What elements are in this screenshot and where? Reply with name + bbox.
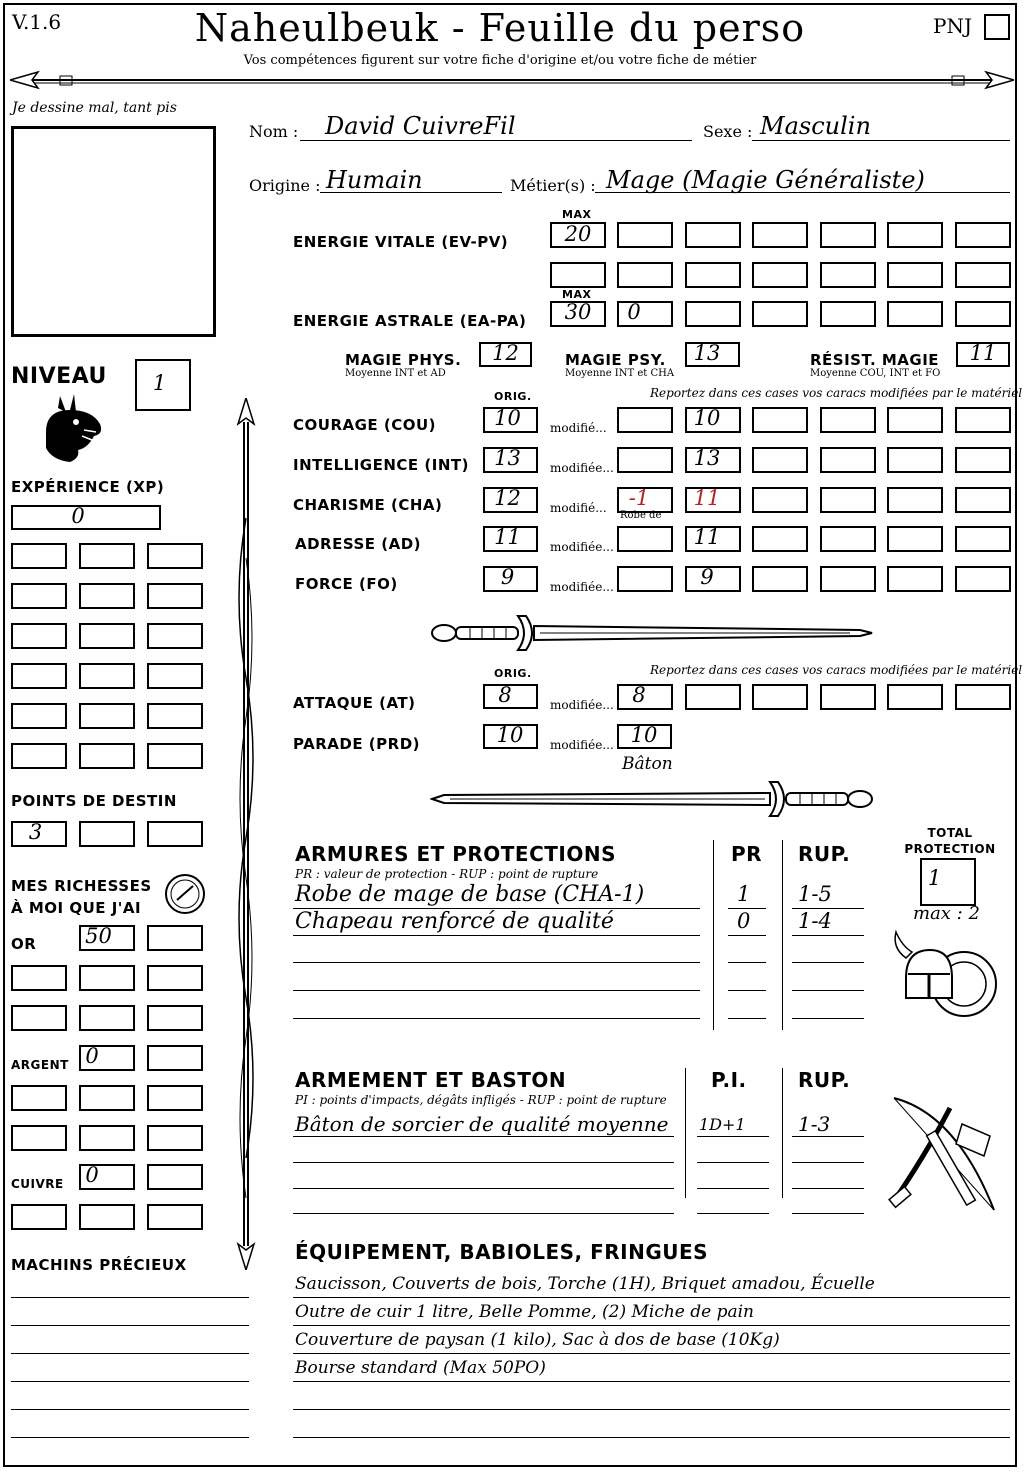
or-box[interactable] (79, 1005, 135, 1031)
argent-box[interactable] (11, 1085, 67, 1111)
portrait-box[interactable] (11, 126, 216, 337)
or-box[interactable] (11, 965, 67, 991)
resist-magie-label: RÉSIST. MAGIE (810, 351, 940, 369)
combat-orig-label: ORIG. (494, 667, 532, 680)
xp-box[interactable] (11, 543, 67, 569)
ev-box[interactable] (617, 222, 673, 248)
argent-box[interactable] (147, 1125, 203, 1151)
machins-line[interactable] (11, 1409, 249, 1410)
xp-box[interactable] (11, 703, 67, 729)
armure-line[interactable] (293, 962, 700, 963)
equipement-line[interactable] (293, 1353, 1010, 1354)
arme-line[interactable] (697, 1136, 769, 1137)
armure-line[interactable] (728, 962, 766, 963)
origine-value[interactable]: Humain (326, 166, 423, 194)
carac-orig-value: 12 (494, 486, 521, 510)
armure-line[interactable] (792, 962, 864, 963)
argent-box[interactable] (11, 1125, 67, 1151)
equipement-item[interactable]: Outre de cuir 1 litre, Belle Pomme, (2) Miche de pain (295, 1302, 755, 1322)
arme-pi[interactable]: 1D+1 (699, 1115, 746, 1134)
pnj-checkbox[interactable] (984, 14, 1010, 40)
carac-label: INTELLIGENCE (INT) (293, 456, 469, 474)
carac-mod-label: modifiée... (550, 461, 614, 475)
sword-icon-2 (430, 778, 875, 820)
xp-box[interactable] (79, 623, 135, 649)
equipement-line[interactable] (293, 1381, 1010, 1382)
argent-box[interactable] (147, 1045, 203, 1071)
arme-line[interactable] (792, 1136, 864, 1137)
armure-line[interactable] (728, 935, 766, 936)
xp-box[interactable] (147, 583, 203, 609)
xp-box[interactable] (147, 663, 203, 689)
machins-label: MACHINS PRÉCIEUX (11, 1256, 187, 1274)
ev-box[interactable] (887, 262, 943, 288)
attaque-final-value: 8 (632, 683, 646, 707)
machins-line[interactable] (11, 1465, 249, 1466)
carac-final-box[interactable] (887, 447, 943, 473)
equipement-item[interactable]: Bourse standard (Max 50PO) (295, 1358, 546, 1378)
magie-phys-note: Moyenne INT et AD (345, 368, 446, 379)
xp-box[interactable] (147, 543, 203, 569)
carac-mod-label: modifiée... (550, 540, 614, 554)
armure-line[interactable] (728, 1018, 766, 1019)
parade-mod-label: modifiée... (550, 738, 614, 752)
carac-mod-value: -1 (628, 486, 650, 510)
carac-orig-value: 10 (494, 406, 521, 430)
arme-line[interactable] (293, 1213, 674, 1214)
ea-box[interactable] (955, 301, 1011, 327)
arme-line[interactable] (293, 1136, 674, 1137)
ev-box[interactable] (820, 262, 876, 288)
xp-box[interactable] (79, 663, 135, 689)
coin-icon (163, 872, 207, 916)
carac-final-box[interactable] (820, 407, 876, 433)
armure-name[interactable]: Robe de mage de base (CHA-1) (295, 882, 645, 907)
ea-box[interactable] (820, 301, 876, 327)
xp-box[interactable] (79, 743, 135, 769)
carac-orig-value: 11 (494, 525, 521, 549)
richesses-label-2: À MOI QUE J'AI (11, 899, 142, 917)
arme-line[interactable] (792, 1213, 864, 1214)
xp-box[interactable] (11, 583, 67, 609)
dragon-icon (40, 392, 106, 464)
carac-mod-box[interactable] (617, 447, 673, 473)
experience-value: 0 (71, 504, 85, 528)
armure-line[interactable] (293, 1018, 700, 1019)
pnj-label: PNJ (933, 14, 972, 38)
version-label: V.1.6 (12, 10, 62, 34)
cuivre-box[interactable] (147, 1164, 203, 1190)
ev-box[interactable] (752, 222, 808, 248)
vertical-spear-icon (226, 398, 266, 1270)
armement-title: ARMEMENT ET BASTON (295, 1068, 567, 1092)
carac-mod-box[interactable] (617, 526, 673, 552)
argent-box[interactable] (79, 1125, 135, 1151)
carac-final-box[interactable] (752, 526, 808, 552)
cuivre-label: CUIVRE (11, 1177, 64, 1191)
attaque-box[interactable] (685, 684, 741, 710)
niveau-value: 1 (152, 371, 167, 395)
armement-note: PI : points d'impacts, dégâts infligés - RUP : point de rupture (295, 1093, 667, 1107)
carac-final-box[interactable] (955, 487, 1011, 513)
armure-line[interactable] (792, 1018, 864, 1019)
arme-rup[interactable]: 1-3 (798, 1112, 831, 1136)
arme-line[interactable] (792, 1162, 864, 1163)
carac-final-value: 11 (693, 486, 721, 510)
carac-final-box[interactable] (887, 407, 943, 433)
metier-value[interactable]: Mage (Magie Généraliste) (606, 166, 925, 194)
ev-max-label: MAX (562, 208, 592, 221)
equipement-line[interactable] (293, 1297, 1010, 1298)
carac-label: CHARISME (CHA) (293, 496, 443, 514)
argent-box[interactable] (147, 1085, 203, 1111)
armures-note: PR : valeur de protection - RUP : point de rupture (295, 867, 599, 881)
caracs-report-note: Reportez dans ces cases vos caracs modifiées par le matériel (650, 386, 1023, 400)
page-subtitle: Vos compétences figurent sur votre fiche d'origine et/ou votre fiche de métier (243, 53, 757, 68)
argent-label: ARGENT (11, 1058, 69, 1072)
equipement-title: ÉQUIPEMENT, BABIOLES, FRINGUES (295, 1240, 709, 1264)
destin-label: POINTS DE DESTIN (11, 792, 177, 810)
origine-label: Origine : (249, 176, 321, 195)
richesses-label-1: MES RICHESSES (11, 877, 152, 895)
armure-line[interactable] (293, 990, 700, 991)
xp-box[interactable] (147, 743, 203, 769)
ev-box[interactable] (955, 222, 1011, 248)
arme-line[interactable] (697, 1213, 769, 1214)
total-protection-label-1: TOTAL (927, 826, 973, 840)
magie-psy-value: 13 (693, 341, 721, 365)
xp-box[interactable] (79, 543, 135, 569)
armure-name[interactable]: Chapeau renforcé de qualité (295, 909, 614, 934)
total-protection-max: max : 2 (913, 903, 980, 924)
spear-divider-icon (10, 68, 1014, 92)
xp-box[interactable] (11, 663, 67, 689)
carac-mod-box[interactable] (617, 407, 673, 433)
machins-line[interactable] (11, 1325, 249, 1326)
destin-value: 3 (28, 820, 43, 844)
attaque-mod-label: modifiée... (550, 698, 614, 712)
sexe-value[interactable]: Masculin (760, 112, 871, 140)
xp-box[interactable] (11, 623, 67, 649)
total-protection-value: 1 (927, 866, 942, 890)
ea-box[interactable] (887, 301, 943, 327)
carac-final-box[interactable] (820, 526, 876, 552)
metier-label: Métier(s) : (510, 176, 596, 195)
sexe-label: Sexe : (703, 122, 753, 141)
or-value: 50 (85, 924, 112, 948)
carac-final-box[interactable] (887, 526, 943, 552)
magie-phys-value: 12 (492, 341, 519, 365)
armure-line[interactable] (728, 990, 766, 991)
ev-box[interactable] (685, 262, 741, 288)
ev-label: ENERGIE VITALE (EV-PV) (293, 233, 509, 251)
ev-box[interactable] (617, 262, 673, 288)
carac-label: FORCE (FO) (295, 575, 398, 593)
carac-final-box[interactable] (955, 526, 1011, 552)
magie-phys-label: MAGIE PHYS. (345, 351, 462, 369)
xp-box[interactable] (147, 623, 203, 649)
attaque-box[interactable] (752, 684, 808, 710)
or-box[interactable] (147, 1005, 203, 1031)
cuivre-value: 0 (85, 1163, 99, 1187)
armure-pr[interactable]: 0 (737, 909, 751, 933)
carac-final-box[interactable] (752, 487, 808, 513)
machins-line[interactable] (11, 1353, 249, 1354)
carac-final-box[interactable] (752, 447, 808, 473)
ev-box[interactable] (550, 262, 606, 288)
parade-note: Bâton (622, 754, 673, 774)
combat-report-note: Reportez dans ces cases vos caracs modifiées par le matériel (650, 663, 1023, 677)
carac-final-value: 9 (700, 565, 714, 589)
ev-max-value: 20 (564, 222, 592, 246)
carac-final-box[interactable] (820, 566, 876, 592)
destin-box[interactable] (147, 821, 203, 847)
arme-name[interactable]: Bâton de sorcier de qualité moyenne (295, 1112, 669, 1136)
machins-line[interactable] (11, 1437, 249, 1438)
attaque-orig-value: 8 (498, 683, 512, 707)
cuivre-box[interactable] (11, 1204, 67, 1230)
machins-line[interactable] (11, 1381, 249, 1382)
armures-rup-header: RUP. (798, 842, 851, 866)
attaque-label: ATTAQUE (AT) (293, 694, 416, 712)
armure-line[interactable] (792, 935, 864, 936)
carac-orig-value: 13 (494, 446, 521, 470)
xp-box[interactable] (79, 583, 135, 609)
armure-line[interactable] (293, 935, 700, 936)
total-protection-label-2: PROTECTION (904, 842, 996, 856)
or-label: OR (11, 935, 37, 953)
ea-current-value: 0 (627, 300, 641, 324)
carac-final-box[interactable] (752, 566, 808, 592)
weapons-icon (886, 1094, 1004, 1218)
xp-box[interactable] (79, 703, 135, 729)
arme-line[interactable] (697, 1162, 769, 1163)
parade-final-value: 10 (630, 723, 658, 747)
armure-rup[interactable]: 1-5 (798, 882, 832, 906)
equipement-line[interactable] (293, 1325, 1010, 1326)
arme-line[interactable] (697, 1188, 769, 1189)
armure-pr[interactable]: 1 (737, 882, 751, 906)
or-box[interactable] (11, 1005, 67, 1031)
equipement-line[interactable] (293, 1437, 1010, 1438)
carac-final-box[interactable] (820, 447, 876, 473)
carac-label: COURAGE (COU) (293, 416, 437, 434)
carac-final-box[interactable] (752, 407, 808, 433)
ea-box[interactable] (752, 301, 808, 327)
niveau-label: NIVEAU (11, 364, 107, 389)
ea-max-value: 30 (564, 300, 592, 324)
armement-pi-header: P.I. (711, 1068, 747, 1092)
armure-line[interactable] (792, 990, 864, 991)
parade-label: PARADE (PRD) (293, 735, 421, 753)
or-box[interactable] (147, 925, 203, 951)
xp-box[interactable] (147, 703, 203, 729)
ev-box[interactable] (887, 222, 943, 248)
ea-label: ENERGIE ASTRALE (EA-PA) (293, 312, 527, 330)
carac-final-box[interactable] (955, 407, 1011, 433)
magie-psy-note: Moyenne INT et CHA (565, 368, 675, 379)
ev-box[interactable] (820, 222, 876, 248)
parade-orig-value: 10 (496, 723, 524, 747)
arme-line[interactable] (293, 1188, 674, 1189)
carac-mod-label: modifié... (550, 501, 607, 515)
armement-rup-header: RUP. (798, 1068, 851, 1092)
armure-rup[interactable]: 1-4 (798, 909, 832, 933)
ev-box[interactable] (685, 222, 741, 248)
argent-value: 0 (85, 1044, 99, 1068)
page-title: Naheulbeuk - Feuille du perso (194, 6, 806, 50)
carac-orig-value: 9 (500, 565, 515, 589)
attaque-box[interactable] (887, 684, 943, 710)
or-box[interactable] (147, 965, 203, 991)
armures-pr-header: PR (731, 842, 763, 866)
ev-box[interactable] (955, 262, 1011, 288)
ev-box[interactable] (752, 262, 808, 288)
xp-box[interactable] (11, 743, 67, 769)
carac-final-box[interactable] (887, 487, 943, 513)
arme-line[interactable] (293, 1162, 674, 1163)
ea-max-label: MAX (562, 288, 592, 301)
ea-box[interactable] (685, 301, 741, 327)
equipement-item[interactable]: Saucisson, Couverts de bois, Torche (1H), Briquet amadou, Écuelle (295, 1274, 875, 1294)
carac-mod-label: modifié... (550, 421, 607, 435)
carac-mod-box[interactable] (617, 566, 673, 592)
cuivre-box[interactable] (79, 1204, 135, 1230)
magie-psy-label: MAGIE PSY. (565, 351, 666, 369)
destin-box[interactable] (79, 821, 135, 847)
carac-mod-label: modifiée... (550, 580, 614, 594)
carac-final-value: 13 (693, 446, 721, 470)
carac-label: ADRESSE (AD) (295, 535, 422, 553)
resist-magie-note: Moyenne COU, INT et FO (810, 368, 941, 379)
carac-final-value: 11 (693, 525, 721, 549)
nom-value[interactable]: David CuivreFil (325, 112, 516, 140)
or-box[interactable] (79, 965, 135, 991)
cha-mod-note: Robe de (620, 510, 662, 521)
caracs-orig-label: ORIG. (494, 390, 532, 403)
cuivre-box[interactable] (147, 1204, 203, 1230)
attaque-box[interactable] (955, 684, 1011, 710)
equipement-item[interactable]: Couverture de paysan (1 kilo), Sac à dos de base (10Kg) (295, 1330, 780, 1350)
arme-line[interactable] (792, 1188, 864, 1189)
equipement-line[interactable] (293, 1409, 1010, 1410)
sword-icon (430, 612, 875, 654)
carac-final-box[interactable] (955, 447, 1011, 473)
attaque-box[interactable] (820, 684, 876, 710)
machins-line[interactable] (11, 1297, 249, 1298)
helmet-shield-icon (888, 928, 1000, 1028)
carac-final-box[interactable] (887, 566, 943, 592)
carac-final-box[interactable] (955, 566, 1011, 592)
resist-magie-value: 11 (969, 341, 997, 365)
armures-title: ARMURES ET PROTECTIONS (295, 842, 616, 866)
carac-final-value: 10 (693, 406, 721, 430)
nom-label: Nom : (249, 122, 299, 141)
carac-final-box[interactable] (820, 487, 876, 513)
experience-label: EXPÉRIENCE (XP) (11, 478, 165, 496)
portrait-caption: Je dessine mal, tant pis (12, 100, 177, 116)
argent-box[interactable] (79, 1085, 135, 1111)
